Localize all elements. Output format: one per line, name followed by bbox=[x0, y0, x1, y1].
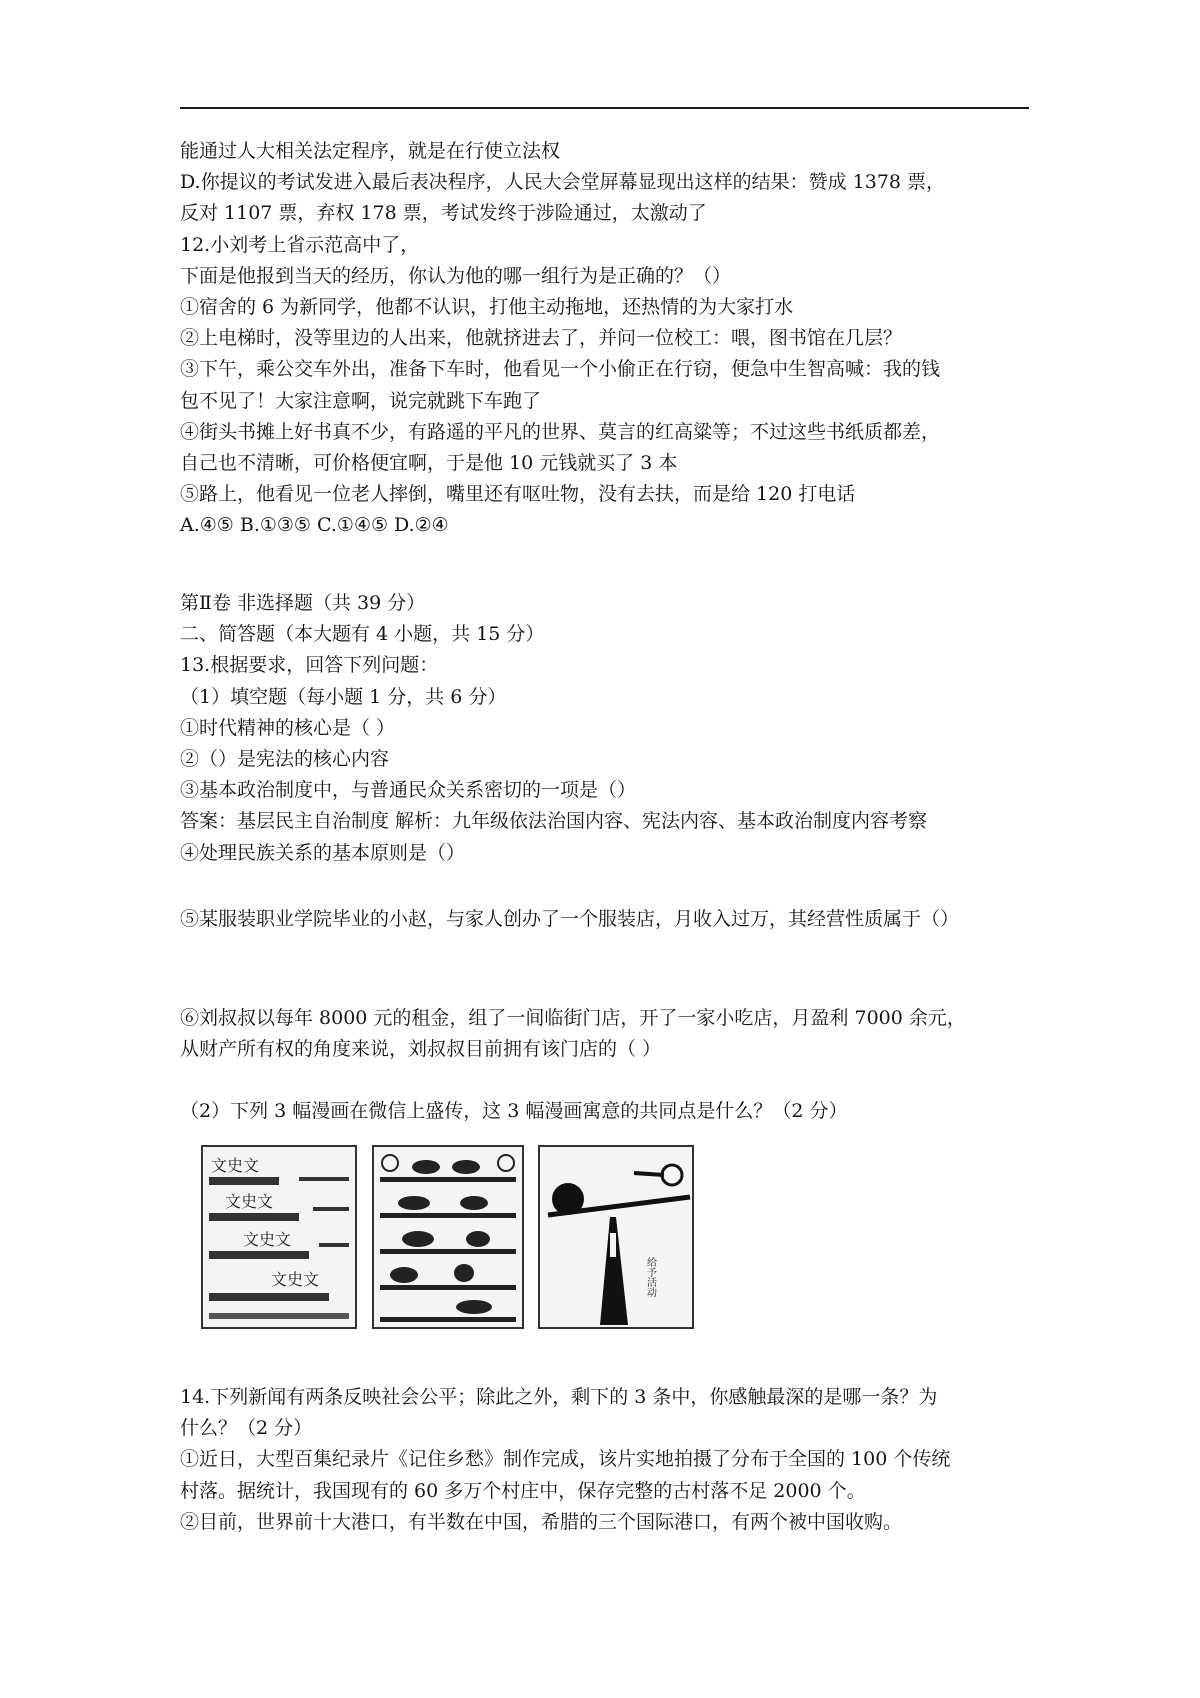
cartoon-animals bbox=[372, 1145, 524, 1329]
text-line: ②上电梯时，没等里边的人出来，他就挤进去了，并问一位校工：喂，图书馆在几层？ bbox=[180, 327, 903, 350]
text-line: ②（）是宪法的核心内容 bbox=[180, 747, 390, 770]
text-line: 什么？（2 分） bbox=[180, 1417, 313, 1440]
section-heading: 二、简答题（本大题有 4 小题，共 15 分） bbox=[180, 623, 545, 646]
text-line: ③下午，乘公交车外出，准备下车时，他看见一个小偷正在行窃，便急中生智高喊：我的钱 bbox=[180, 358, 941, 381]
seesaw-tower-cartoon-icon bbox=[540, 1147, 692, 1327]
cartoon-text: 文史文 bbox=[271, 1270, 320, 1289]
text-line: ②目前，世界前十大港口，有半数在中国，希腊的三个国际港口，有两个被中国收购。 bbox=[180, 1510, 903, 1533]
text-line: 14.下列新闻有两条反映社会公平；除此之外，剩下的 3 条中，你感触最深的是哪一条？为 bbox=[180, 1386, 938, 1408]
cartoon-text: 文史文 bbox=[211, 1156, 260, 1175]
text-line: 下面是他报到当天的经历，你认为他的哪一组行为是正确的？（） bbox=[180, 264, 732, 287]
text-line: 能通过人大相关法定程序，就是在行使立法权 bbox=[180, 140, 561, 162]
cartoon-seesaw bbox=[538, 1145, 694, 1329]
text-line: 自己也不清晰，可价格便宜啊，于是他 10 元钱就买了 3 本 bbox=[180, 451, 678, 474]
text-line: ⑥刘叔叔以每年 8000 元的租金，组了一间临街门店，开了一家小吃店，月盈利 7000 余元， bbox=[180, 1007, 966, 1029]
text-line: ④街头书摊上好书真不少，有路遥的平凡的世界、莫言的红高粱等；不过这些书纸质都差， bbox=[180, 420, 941, 443]
text-line: ①近日，大型百集纪录片《记住乡愁》制作完成，该片实地拍摄了分布于全国的 100 个传统 bbox=[180, 1448, 951, 1471]
text-line: ③基本政治制度中，与普通民众关系密切的一项是（） bbox=[180, 779, 637, 802]
cartoon-text: 文史文 bbox=[225, 1192, 274, 1211]
cartoon-text: 文史文 bbox=[243, 1230, 292, 1249]
cartoon-label: 给予活动 bbox=[644, 1257, 656, 1297]
text-line: 12.小刘考上省示范高中了， bbox=[180, 233, 420, 256]
q11-continuation bbox=[180, 136, 1030, 230]
text-line: 村落。据统计，我国现有的 60 多万个村庄中，保存完整的古村落不足 2000 个。 bbox=[180, 1479, 866, 1502]
item-2-question bbox=[180, 1096, 1030, 1127]
part-2 bbox=[180, 588, 1030, 869]
header-rule bbox=[180, 107, 1029, 109]
item-5 bbox=[180, 904, 1030, 935]
answer-options: A.④⑤ B.①③⑤ C.①④⑤ D.②④ bbox=[180, 514, 449, 537]
text-line: 13.根据要求，回答下列问题： bbox=[180, 654, 439, 677]
text-line: （2）下列 3 幅漫画在微信上盛传，这 3 幅漫画寓意的共同点是什么？（2 分） bbox=[180, 1100, 848, 1122]
text-line: ⑤路上，他看见一位老人摔倒，嘴里还有呕吐物，没有去扶，而是给 120 打电话 bbox=[180, 483, 856, 506]
text-line: ④处理民族关系的基本原则是（） bbox=[180, 841, 466, 864]
crowd-cartoon-icon bbox=[203, 1147, 355, 1327]
text-line: ①时代精神的核心是（ ） bbox=[180, 716, 396, 739]
question-14 bbox=[180, 1382, 1030, 1538]
text-line: 从财产所有权的角度来说，刘叔叔目前拥有该门店的（ ） bbox=[180, 1038, 662, 1061]
answer-line: 答案：基层民主自治制度 解析：九年级依法治国内容、宪法内容、基本政治制度内容考察 bbox=[180, 810, 928, 833]
question-12 bbox=[180, 230, 1030, 542]
item-6 bbox=[180, 1003, 1030, 1065]
text-line: 反对 1107 票，弃权 178 票，考试发终于涉险通过，太激动了 bbox=[180, 202, 707, 225]
text-line: 包不见了！大家注意啊，说完就跳下车跑了 bbox=[180, 389, 542, 412]
text-line: （1）填空题（每小题 1 分，共 6 分） bbox=[180, 685, 507, 708]
text-line: ①宿舍的 6 为新同学，他都不认识，打他主动拖地，还热情的为大家打水 bbox=[180, 295, 794, 318]
animals-shelves-cartoon-icon bbox=[374, 1147, 522, 1327]
text-line: D.你提议的考试发进入最后表决程序，人民大会堂屏幕显现出这样的结果：赞成 1378 票， bbox=[180, 171, 946, 194]
text-line: ⑤某服装职业学院毕业的小赵，与家人创办了一个服装店，月收入过万，其经营性质属于（） bbox=[180, 908, 960, 930]
cartoon-crowd bbox=[201, 1145, 357, 1329]
section-heading: 第Ⅱ卷 非选择题（共 39 分） bbox=[180, 592, 426, 614]
